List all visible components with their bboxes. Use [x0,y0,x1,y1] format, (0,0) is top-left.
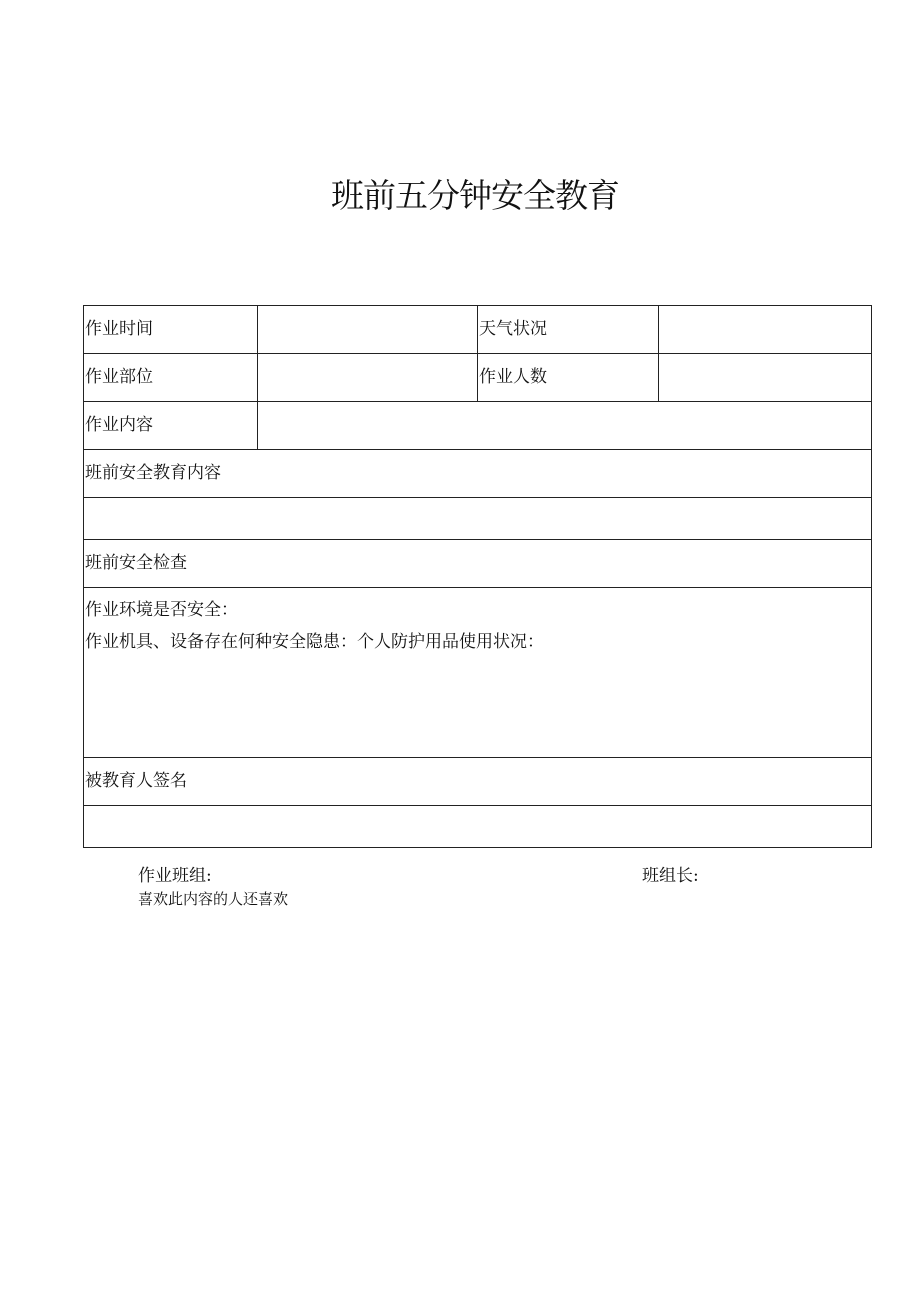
form-row-signature-header [84,758,872,806]
label-work-location: 作业部位 [84,354,258,402]
form-row-check-content [84,588,872,758]
work-content-field[interactable] [258,402,872,450]
safety-education-form [83,305,872,848]
form-row-work-time [84,306,872,354]
form-row-work-content [84,402,872,450]
form-row-check-header [84,540,872,588]
work-location-field[interactable] [258,354,478,402]
signature-header: 被教育人签名 [84,758,872,806]
work-time-field[interactable] [258,306,478,354]
safety-check-header: 班前安全检查 [84,540,872,588]
page-title: 班前五分钟安全教育 [331,176,619,216]
label-work-content: 作业内容 [84,402,258,450]
label-worker-count: 作业人数 [478,354,659,402]
label-weather: 天气状况 [478,306,659,354]
education-content-field[interactable] [84,498,872,540]
safety-check-field[interactable] [84,588,872,758]
signature-field[interactable] [84,806,872,848]
related-content-link[interactable]: 喜欢此内容的人还喜欢 [138,890,289,908]
form-row-education-content [84,498,872,540]
education-content-header: 班前安全教育内容 [84,450,872,498]
form-row-work-location [84,354,872,402]
worker-count-field[interactable] [659,354,872,402]
team-leader-label: 班组长: [642,866,699,886]
check-equipment-question: 作业机具、设备存在何种安全隐患：个人防护用品使用状况： [85,632,544,653]
check-environment-question: 作业环境是否安全： [85,600,238,620]
label-work-time: 作业时间 [84,306,258,354]
form-row-signature-content [84,806,872,848]
weather-field[interactable] [659,306,872,354]
team-label: 作业班组: [138,866,212,886]
form-row-education-header [84,450,872,498]
